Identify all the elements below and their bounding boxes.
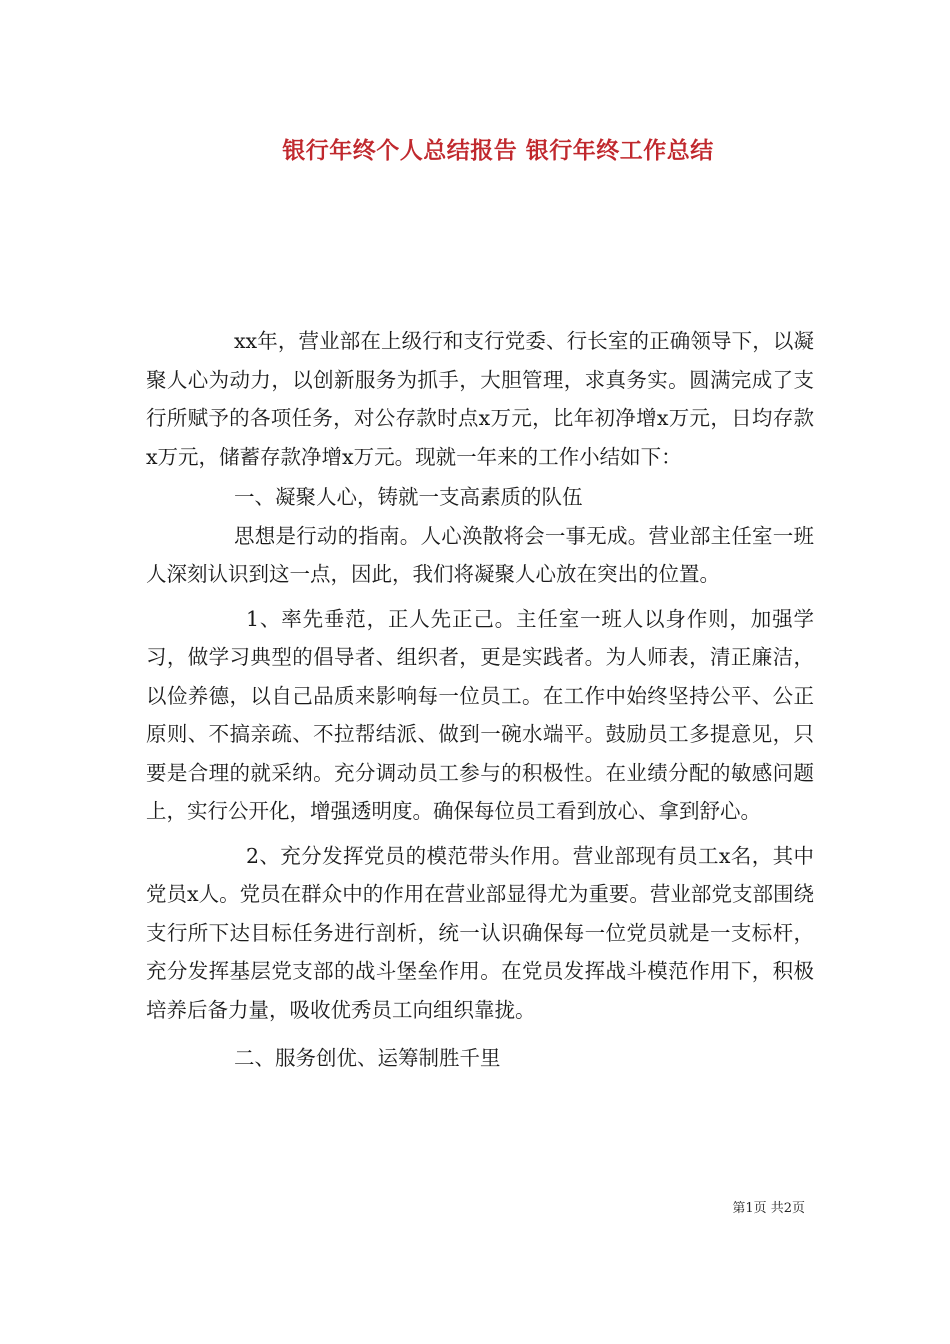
section-heading-1: 一、凝聚人心，铸就一支高素质的队伍 [234, 485, 583, 509]
body-paragraph: 2、充分发挥党员的模范带头作用。营业部现有员工x名，其中党员x人。党员在群众中的作用在营业部显得尤为重要。营业部党支部围绕支行所下达目标任务进行剖析，统一认识确保每一位党员就是一支标杆，充分发挥基层党支部的战斗堡垒作用。在党员发挥战斗模范作用下，积极培养后备力量，吸收优秀员工向组织靠拢。 [146, 843, 814, 1022]
intro-paragraph: xx年，营业部在上级行和支行党委、行长室的正确领导下，以凝聚人心为动力，以创新服务为抓手，大胆管理，求真务实。圆满完成了支行所赋予的各项任务，对公存款时点x万元，比年初净增x万元，日均存款x万元，储蓄存款净增x万元。现就一年来的工作小结如下： [146, 329, 814, 469]
section-heading-2: 二、服务创优、运筹制胜千里 [234, 1046, 501, 1070]
body-paragraph: 思想是行动的指南。人心涣散将会一事无成。营业部主任室一班人深刻认识到这一点，因此，我们将凝聚人心放在突出的位置。 [146, 523, 814, 586]
body-paragraph: 1、率先垂范，正人先正己。主任室一班人以身作则，加强学习，做学习典型的倡导者、组织者，更是实践者。为人师表，清正廉洁，以俭养德，以自己品质来影响每一位员工。在工作中始终坚持公平、公正原则、不搞亲疏、不拉帮结派、做到一碗水端平。鼓励员工多提意见，只要是合理的就采纳。充分调动员工参与的积极性。在业绩分配的敏感问题上，实行公开化，增强透明度。确保每位员工看到放心、拿到舒心。 [146, 606, 814, 823]
document-title: 银行年终个人总结报告 银行年终工作总结 [282, 137, 714, 164]
page-number-footer: 第1页 共2页 [732, 1201, 805, 1216]
document-body [146, 322, 814, 1078]
